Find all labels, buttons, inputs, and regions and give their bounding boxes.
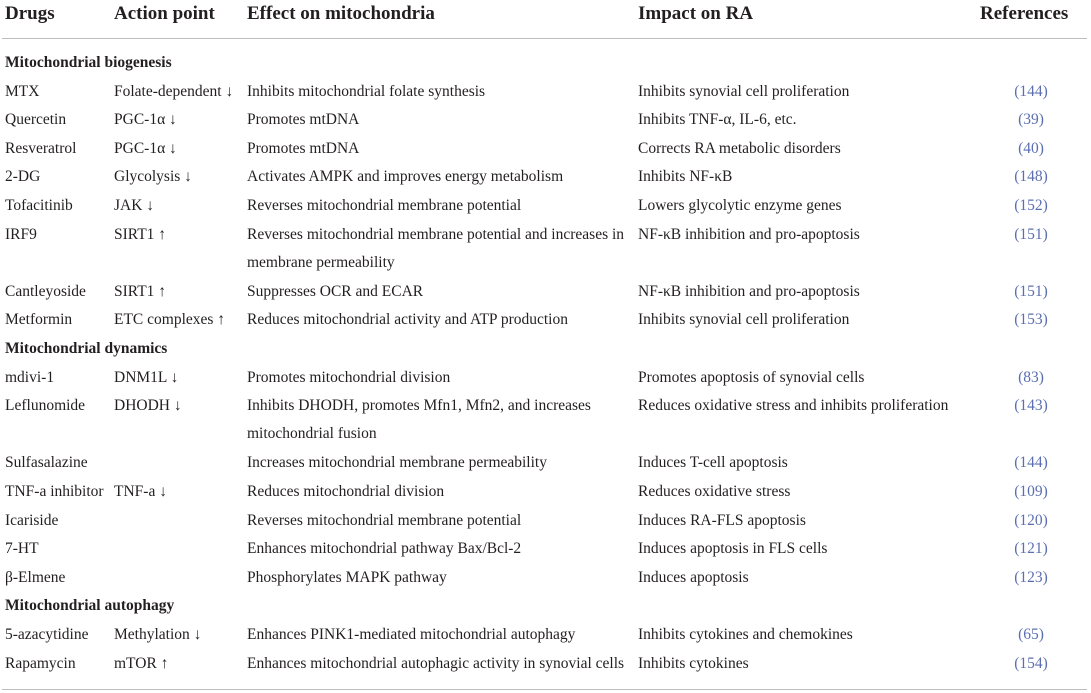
action-point-cell: TNF-a ↓ xyxy=(114,483,167,500)
header-drugs: Drugs xyxy=(5,3,55,24)
drug-cell: 7-HT xyxy=(5,540,39,558)
drug-cell: Cantleyoside xyxy=(5,282,86,300)
action-point-cell: mTOR ↑ xyxy=(114,654,169,672)
effect-cell: Promotes mitochondrial division xyxy=(247,368,451,386)
effect-cell: Reverses mitochondrial membrane potential xyxy=(247,197,522,214)
drug-cell: MTX xyxy=(5,82,40,100)
action-point-cell: DHODH ↓ xyxy=(114,397,182,415)
action-point-cell: Glycolysis ↓ xyxy=(114,168,192,186)
section-title: Mitochondrial autophagy xyxy=(5,597,175,615)
impact-cell: Inhibits cytokines and chemokines xyxy=(638,626,853,643)
impact-cell: Inhibits synovial cell proliferation xyxy=(638,311,850,329)
reference-cell: (151) xyxy=(1014,225,1048,243)
reference-cell: (153) xyxy=(1014,311,1048,329)
action-point-cell: SIRT1 ↑ xyxy=(114,282,167,300)
reference-cell: (143) xyxy=(1014,397,1048,415)
reference-cell: (154) xyxy=(1014,654,1048,672)
drug-cell: Tofacitinib xyxy=(5,197,73,214)
drug-cell: Resveratrol xyxy=(5,139,77,157)
impact-cell: NF-κB inhibition and pro-apoptosis xyxy=(638,282,860,300)
drug-cell: Quercetin xyxy=(5,111,67,129)
header-references: References xyxy=(980,3,1069,24)
action-point-cell: DNM1L ↓ xyxy=(114,368,179,386)
impact-cell: Induces RA-FLS apoptosis xyxy=(638,511,806,529)
impact-cell: Inhibits synovial cell proliferation xyxy=(638,82,850,100)
action-point-cell: ETC complexes ↑ xyxy=(114,311,226,329)
effect-cell: Inhibits mitochondrial folate synthesis xyxy=(247,82,486,100)
impact-cell: Inhibits TNF-α, IL-6, etc. xyxy=(638,111,797,129)
reference-cell: (83) xyxy=(1018,368,1044,386)
header-effect: Effect on mitochondria xyxy=(247,3,435,24)
effect-cell: Enhances PINK1-mediated mitochondrial autophagy xyxy=(247,626,576,643)
effect-cell: Enhances mitochondrial autophagic activity in synovial cells xyxy=(247,654,625,672)
reference-cell: (123) xyxy=(1014,568,1048,586)
action-point-cell: Methylation ↓ xyxy=(114,626,202,643)
effect-cell: Reduces mitochondrial division xyxy=(247,483,445,500)
reference-cell: (65) xyxy=(1018,626,1044,643)
drug-cell: β-Elmene xyxy=(5,568,66,586)
drug-cell: Sulfasalazine xyxy=(5,454,88,472)
impact-cell: Reduces oxidative stress xyxy=(638,483,791,500)
reference-cell: (144) xyxy=(1014,82,1048,100)
drug-cell: IRF9 xyxy=(5,225,37,243)
drug-cell: 5-azacytidine xyxy=(5,626,89,643)
impact-cell: Induces T-cell apoptosis xyxy=(638,454,788,472)
action-point-cell: SIRT1 ↑ xyxy=(114,225,167,243)
reference-cell: (109) xyxy=(1014,483,1048,500)
effect-cell: Enhances mitochondrial pathway Bax/Bcl-2 xyxy=(247,540,522,558)
impact-cell: Induces apoptosis in FLS cells xyxy=(638,540,828,558)
drug-cell: Leflunomide xyxy=(5,397,86,415)
reference-cell: (120) xyxy=(1014,511,1048,529)
reference-cell: (40) xyxy=(1018,139,1044,157)
impact-cell: Inhibits NF-κB xyxy=(638,168,733,186)
reference-cell: (152) xyxy=(1014,197,1048,214)
drug-cell: 2-DG xyxy=(5,168,41,186)
header-rule xyxy=(2,38,1087,39)
drug-cell: TNF-a inhibitor xyxy=(5,483,104,500)
impact-cell: Promotes apoptosis of synovial cells xyxy=(638,368,865,386)
effect-cell: Promotes mtDNA xyxy=(247,111,360,129)
table-header xyxy=(0,0,1091,40)
impact-cell: Lowers glycolytic enzyme genes xyxy=(638,197,842,214)
action-point-cell: Folate-dependent ↓ xyxy=(114,82,234,100)
impact-cell: NF-κB inhibition and pro-apoptosis xyxy=(638,225,860,243)
impact-cell: Inhibits cytokines xyxy=(638,654,749,672)
reference-cell: (39) xyxy=(1018,111,1044,129)
effect-cell: Reverses mitochondrial membrane potential and increases in membrane permeability xyxy=(247,225,625,271)
action-point-cell: JAK ↓ xyxy=(114,197,155,214)
effect-cell: Suppresses OCR and ECAR xyxy=(247,282,424,300)
reference-cell: (144) xyxy=(1014,454,1048,472)
drug-cell: Icariside xyxy=(5,511,59,529)
drug-cell: mdivi-1 xyxy=(5,368,55,386)
effect-cell: Promotes mtDNA xyxy=(247,139,360,157)
reference-cell: (148) xyxy=(1014,168,1048,186)
section-title: Mitochondrial biogenesis xyxy=(5,54,172,71)
effect-cell: Reverses mitochondrial membrane potential xyxy=(247,511,522,529)
header-action-point: Action point xyxy=(114,3,215,24)
section-title: Mitochondrial dynamics xyxy=(5,340,168,357)
action-point-cell: PGC-1α ↓ xyxy=(114,139,177,157)
action-point-cell: PGC-1α ↓ xyxy=(114,111,177,129)
reference-cell: (121) xyxy=(1014,540,1048,558)
effect-cell: Activates AMPK and improves energy metabolism xyxy=(247,168,564,186)
bottom-rule xyxy=(2,689,1087,690)
effect-cell: Inhibits DHODH, promotes Mfn1, Mfn2, and increases mitochondrial fusion xyxy=(247,397,591,443)
impact-cell: Induces apoptosis xyxy=(638,568,749,586)
effect-cell: Phosphorylates MAPK pathway xyxy=(247,568,447,586)
effect-cell: Increases mitochondrial membrane permeability xyxy=(247,454,547,472)
header-impact: Impact on RA xyxy=(638,3,754,24)
impact-cell: Corrects RA metabolic disorders xyxy=(638,139,841,157)
drug-cell: Metformin xyxy=(5,311,73,329)
impact-cell: Reduces oxidative stress and inhibits proliferation xyxy=(638,397,949,415)
reference-cell: (151) xyxy=(1014,282,1048,300)
effect-cell: Reduces mitochondrial activity and ATP production xyxy=(247,311,568,329)
drug-cell: Rapamycin xyxy=(5,654,76,672)
